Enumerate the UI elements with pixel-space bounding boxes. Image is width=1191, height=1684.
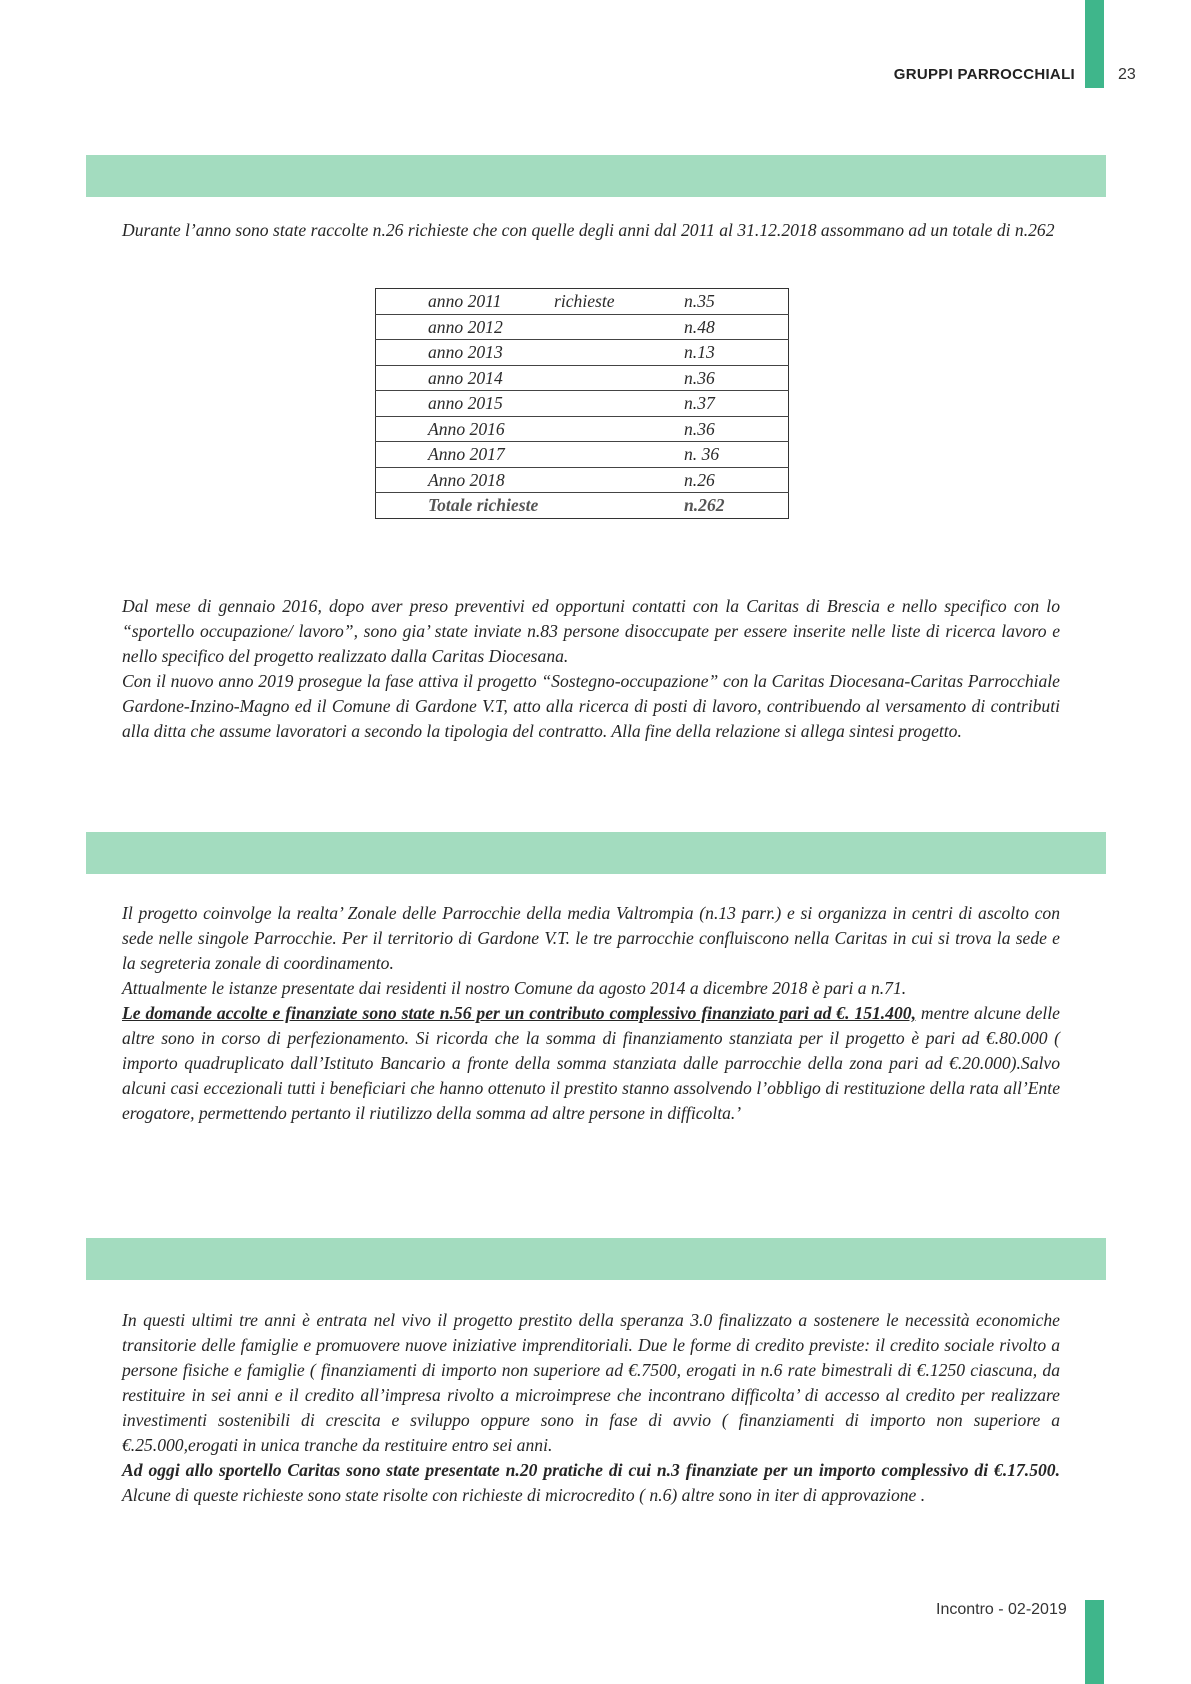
value-cell: n.36 xyxy=(664,416,789,442)
table-row xyxy=(376,340,789,366)
table-row xyxy=(376,416,789,442)
zonal-paragraph-2: Attualmente le istanze presentate dai residenti il nostro Comune da agosto 2014 a dicembre 2018 è pari a n.71. xyxy=(122,978,907,998)
section-band-3 xyxy=(86,1238,1106,1280)
year-cell: anno 2015 xyxy=(376,391,555,417)
table-row xyxy=(376,314,789,340)
section-title: GRUPPI PARROCCHIALI xyxy=(893,66,1075,83)
zonal-paragraph-3-rest: mentre alcune delle altre sono in corso di perfezionamento. Si ricorda che la somma di finanziamento stanziata per il progetto è pari ad €.80.000 ( importo quadruplicato dall’Istituto Bancario a fronte della somma stanziata dalle parrocchie della zona pari ad €.20.000).Salvo alcuni casi eccezionali tutti i beneficiari che hanno ottenuto il prestito stanno assolvendo l’obbligo di restituzione della rata all’Ente erogatore, permettendo pertanto il riutilizzo della somma ad altre persone in difficolta.’ xyxy=(122,1003,1060,1123)
table-total-row xyxy=(376,493,789,519)
zonal-paragraph-3 xyxy=(122,1001,1060,1126)
year-cell: Anno 2018 xyxy=(376,467,555,493)
label-cell xyxy=(554,416,664,442)
label-cell xyxy=(554,391,664,417)
hope-loan-paragraph-1: In questi ultimi tre anni è entrata nel vivo il progetto prestito della speranza 3.0 finalizzato a sostenere le necessità economiche transitorie delle famiglie e promuovere nuove iniziative imprenditoriali. Due le forme di credito previste: il credito sociale rivolto a persone fisiche e famiglie ( finanziamenti di importo non superiore ad €.7500, erogati in n.6 rate bimestrali di €.1250 ciascuna, da restituire in sei anni e il credito all’impresa rivolto a microimprese che incontrano difficolta’ di accesso al credito per realizzare investimenti sostenibili di crescita e sviluppo oppure sono in fase di avvio ( finanziamenti di importo non superiore a €.25.000,erogati in unica tranche da restituire entro sei anni. xyxy=(122,1310,1060,1455)
table-row xyxy=(376,467,789,493)
value-cell: n.26 xyxy=(664,467,789,493)
value-cell: n.48 xyxy=(664,314,789,340)
hope-loan-paragraph-2 xyxy=(122,1458,1060,1508)
page-header xyxy=(0,66,1191,90)
zonal-paragraph-1: Il progetto coinvolge la realta’ Zonale delle Parrocchie della media Valtrompia (n.13 parr.) e si organizza in centri di ascolto con sede nelle singole Parrocchie. Per il territorio di Gardone V.T. le tre parrocchie confluiscono nella Caritas in cui si trova la sede e la segreteria zonale di coordinamento. xyxy=(122,903,1060,973)
label-cell xyxy=(554,467,664,493)
hope-loan-paragraph-2-rest: Alcune di queste richieste sono state risolte con richieste di microcredito ( n.6) altre sono in iter di approvazione . xyxy=(122,1485,926,1505)
employment-paragraph-2: Con il nuovo anno 2019 prosegue la fase attiva il progetto “Sostegno-occupazione” con la Caritas Diocesana-Caritas Parrocchiale Gardone-Inzino-Magno ed il Comune di Gardone V.T, atto alla ricerca di posti di lavoro, contribuendo al versamento di contributi alla ditta che assume lavoratori a secondo la tipologia del contratto. Alla fine della relazione si allega sintesi progetto. xyxy=(122,671,1060,741)
table-row xyxy=(376,289,789,315)
total-label: Totale richieste xyxy=(428,495,539,516)
employment-section xyxy=(122,594,1060,744)
employment-paragraph-1: Dal mese di gennaio 2016, dopo aver preso preventivi ed opportuni contatti con la Caritas di Brescia e nello specifico con lo “sportello occupazione/ lavoro”, sono gia’ state inviate n.83 persone disoccupate per essere inserite nelle liste di ricerca lavoro e nello specifico del progetto realizzato dalla Caritas Diocesana. xyxy=(122,596,1060,666)
intro-paragraph xyxy=(122,218,1060,243)
requests-table xyxy=(375,288,789,519)
year-cell: anno 2014 xyxy=(376,365,555,391)
total-value: n.262 xyxy=(684,495,725,516)
year-cell: anno 2012 xyxy=(376,314,555,340)
label-cell xyxy=(554,442,664,468)
section-band-2 xyxy=(86,832,1106,874)
value-cell: n. 36 xyxy=(664,442,789,468)
page-number: 23 xyxy=(1118,66,1136,83)
year-cell: Anno 2017 xyxy=(376,442,555,468)
accent-bar-bottom xyxy=(1085,1600,1104,1684)
year-cell: Anno 2016 xyxy=(376,416,555,442)
hope-loan-highlight: Ad oggi allo sportello Caritas sono state presentate n.20 pratiche di cui n.3 finanziate per un importo complessivo di €.17.500. xyxy=(122,1460,1060,1480)
table-row xyxy=(376,442,789,468)
value-cell: n.36 xyxy=(664,365,789,391)
zonal-highlight: Le domande accolte e finanziate sono state n.56 per un contributo complessivo finanziato pari ad €. 151.400, xyxy=(122,1003,916,1023)
year-cell: anno 2011 xyxy=(376,289,555,315)
intro-text: Durante l’anno sono state raccolte n.26 richieste che con quelle degli anni dal 2011 al 31.12.2018 assommano ad un totale di n.262 xyxy=(122,220,1055,240)
zonal-section xyxy=(122,901,1060,1126)
table-row xyxy=(376,365,789,391)
label-cell xyxy=(554,314,664,340)
value-cell: n.13 xyxy=(664,340,789,366)
hope-loan-section xyxy=(122,1308,1060,1508)
value-cell: n.37 xyxy=(664,391,789,417)
table-row xyxy=(376,391,789,417)
value-cell: n.35 xyxy=(664,289,789,315)
year-cell: anno 2013 xyxy=(376,340,555,366)
label-cell xyxy=(554,365,664,391)
footer-issue: Incontro - 02-2019 xyxy=(936,1601,1067,1618)
label-cell xyxy=(554,340,664,366)
section-band-1 xyxy=(86,155,1106,197)
label-cell: richieste xyxy=(554,289,664,315)
